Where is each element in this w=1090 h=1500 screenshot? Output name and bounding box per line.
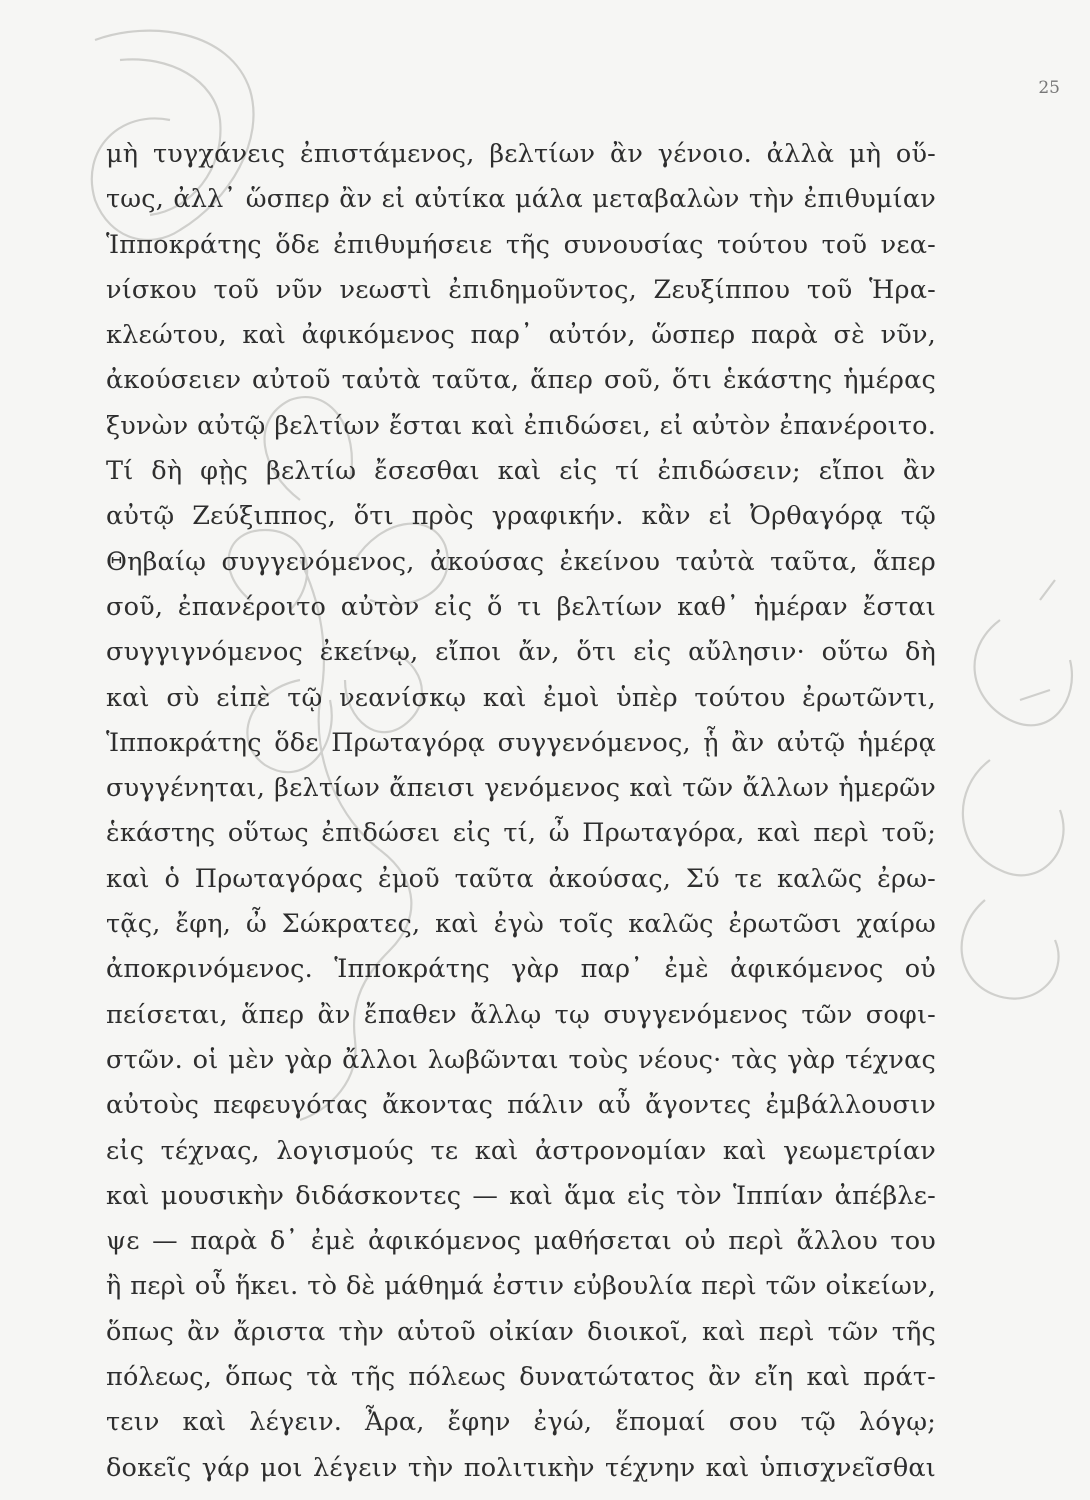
text-line: στῶν. οἱ μὲν γὰρ ἄλλοι λωβῶνται τοὺς νέους· τὰς γὰρ τέχνας <box>106 1044 936 1075</box>
text-line: ἀποκρινόμενος. Ἱπποκράτης γὰρ παρ᾽ ἐμὲ ἀφικόμενος οὐ <box>106 954 936 985</box>
text-line: τειν καὶ λέγειν. Ἆρα, ἔφην ἐγώ, ἕπομαί σου τῷ λόγῳ; <box>106 1407 936 1438</box>
text-line: σοῦ, ἐπανέροιτο αὐτὸν εἰς ὅ τι βελτίων καθ᾽ ἡμέραν ἔσται <box>106 591 936 622</box>
text-line: ὅπως ἂν ἄριστα τὴν αὑτοῦ οἰκίαν διοικοῖ, καὶ περὶ τῶν τῆς <box>106 1316 936 1347</box>
text-line: ἑκάστης οὕτως ἐπιδώσει εἰς τί, ὦ Πρωταγόρα, καὶ περὶ τοῦ; <box>106 818 936 849</box>
text-line: καὶ μουσικὴν διδάσκοντες — καὶ ἅμα εἰς τὸν Ἱππίαν ἀπέβλε- <box>106 1180 936 1211</box>
text-line: Ἱπποκράτης ὅδε ἐπιθυμήσειε τῆς συνουσίας τούτου τοῦ νεα- <box>106 229 936 260</box>
text-line: Τί δὴ φῂς βελτίω ἔσεσθαι καὶ εἰς τί ἐπιδώσειν; εἴποι ἂν <box>106 456 936 487</box>
text-line: ἢ περὶ οὗ ἥκει. τὸ δὲ μάθημά ἐστιν εὐβουλία περὶ τῶν οἰκείων, <box>106 1271 936 1302</box>
text-line: καὶ ὁ Πρωταγόρας ἐμοῦ ταῦτα ἀκούσας, Σύ τε καλῶς ἐρω- <box>106 863 936 894</box>
text-line: ἀκούσειεν αὐτοῦ ταὐτὰ ταῦτα, ἅπερ σοῦ, ὅτι ἑκάστης ἡμέρας <box>106 365 936 396</box>
text-line: καὶ σὺ εἰπὲ τῷ νεανίσκῳ καὶ ἐμοὶ ὑπὲρ τούτου ἐρωτῶντι, <box>106 682 936 713</box>
text-line: αὐτοὺς πεφευγότας ἄκοντας πάλιν αὖ ἄγοντες ἐμβάλλουσιν <box>106 1090 936 1121</box>
body-text <box>106 132 936 1491</box>
text-line: ξυνὼν αὐτῷ βελτίων ἔσται καὶ ἐπιδώσει, εἰ αὐτὸν ἐπανέροιτο. <box>106 410 936 441</box>
text-line: τως, ἀλλ᾽ ὥσπερ ἂν εἰ αὐτίκα μάλα μεταβαλὼν τὴν ἐπιθυμίαν <box>106 184 936 215</box>
text-line: πόλεως, ὅπως τὰ τῆς πόλεως δυνατώτατος ἂν εἴη καὶ πράτ- <box>106 1362 936 1393</box>
text-line: Ἱπποκράτης ὅδε Πρωταγόρᾳ συγγενόμενος, ᾗ ἂν αὐτῷ ἡμέρᾳ <box>106 727 936 758</box>
text-line: αὐτῷ Ζεύξιππος, ὅτι πρὸς γραφικήν. κἂν εἰ Ὀρθαγόρᾳ τῷ <box>106 501 936 532</box>
text-line: ψε — παρὰ δ᾽ ἐμὲ ἀφικόμενος μαθήσεται οὐ περὶ ἄλλου του <box>106 1226 936 1257</box>
text-line: πείσεται, ἅπερ ἂν ἔπαθεν ἄλλῳ τῳ συγγενόμενος τῶν σοφι- <box>106 999 936 1030</box>
text-line: συγγιγνόμενος ἐκείνῳ, εἴποι ἄν, ὅτι εἰς αὔλησιν· οὕτω δὴ <box>106 637 936 668</box>
text-line: συγγένηται, βελτίων ἄπεισι γενόμενος καὶ τῶν ἄλλων ἡμερῶν <box>106 773 936 804</box>
text-line: κλεώτου, καὶ ἀφικόμενος παρ᾽ αὐτόν, ὥσπερ παρὰ σὲ νῦν, <box>106 320 936 351</box>
text-line: τᾷς, ἔφη, ὦ Σώκρατες, καὶ ἐγὼ τοῖς καλῶς ἐρωτῶσι χαίρω <box>106 909 936 940</box>
text-line: εἰς τέχνας, λογισμούς τε καὶ ἀστρονομίαν καὶ γεωμετρίαν <box>106 1135 936 1166</box>
text-line: μὴ τυγχάνεις ἐπιστάμενος, βελτίων ἂν γένοιο. ἀλλὰ μὴ οὕ- <box>106 139 936 169</box>
text-line: Θηβαίῳ συγγενόμενος, ἀκούσας ἐκείνου ταὐτὰ ταῦτα, ἅπερ <box>106 546 936 577</box>
text-line: δοκεῖς γάρ μοι λέγειν τὴν πολιτικὴν τέχνην καὶ ὑπισχνεῖσθαι <box>106 1452 936 1483</box>
text-line: νίσκου τοῦ νῦν νεωστὶ ἐπιδημοῦντος, Ζευξίππου τοῦ Ἡρα- <box>106 274 936 305</box>
page-number: 25 <box>1038 78 1060 98</box>
